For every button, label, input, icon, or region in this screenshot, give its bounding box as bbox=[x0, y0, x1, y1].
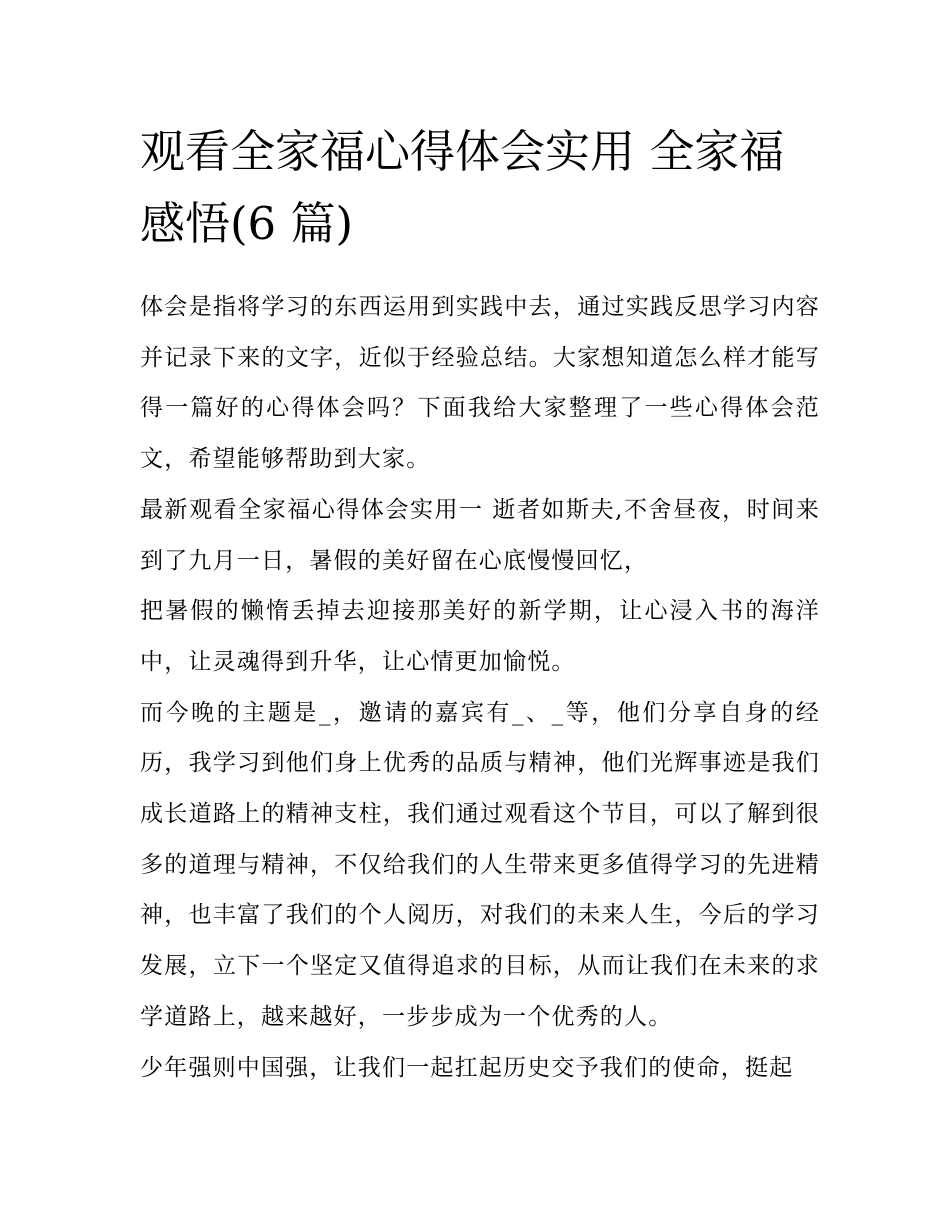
paragraph-4: 少年强则中国强，让我们一起扛起历史交予我们的使命，挺起 bbox=[140, 1054, 794, 1081]
paragraph-2: 把暑假的懒惰丢掉去迎接那美好的新学期，让心浸入书的海洋中，让灵魂得到升华，让心情更加愉悦。 bbox=[140, 598, 820, 675]
paragraph-1: 最新观看全家福心得体会实用一 逝者如斯夫,不舍昼夜，时间来到了九月一日，暑假的美好留在心底慢慢回忆， bbox=[140, 496, 820, 574]
document-body bbox=[140, 282, 820, 1093]
paragraph-intro: 体会是指将学习的东西运用到实践中去，通过实践反思学习内容并记录下来的文字，近似于经验总结。大家想知道怎么样才能写得一篇好的心得体会吗？下面我给大家整理了一些心得体会范文，希望能够帮助到大家。 bbox=[140, 294, 820, 473]
document-title: 观看全家福心得体会实用 全家福感悟(6 篇) bbox=[140, 125, 785, 250]
document-page bbox=[140, 116, 820, 1093]
paragraph-3: 而今晚的主题是_，邀请的嘉宾有_、_等，他们分享自身的经历，我学习到他们身上优秀的品质与精神，他们光辉事迹是我们成长道路上的精神支柱，我们通过观看这个节目，可以了解到很多的道理与精神，不仅给我们的人生带来更多值得学习的先进精神，也丰富了我们的个人阅历，对我们的未来人生，今后的学习发展，立下一个坚定又值得追求的目标，从而让我们在未来的求学道路上，越来越好，一步步成为一个优秀的人。 bbox=[140, 699, 820, 1030]
